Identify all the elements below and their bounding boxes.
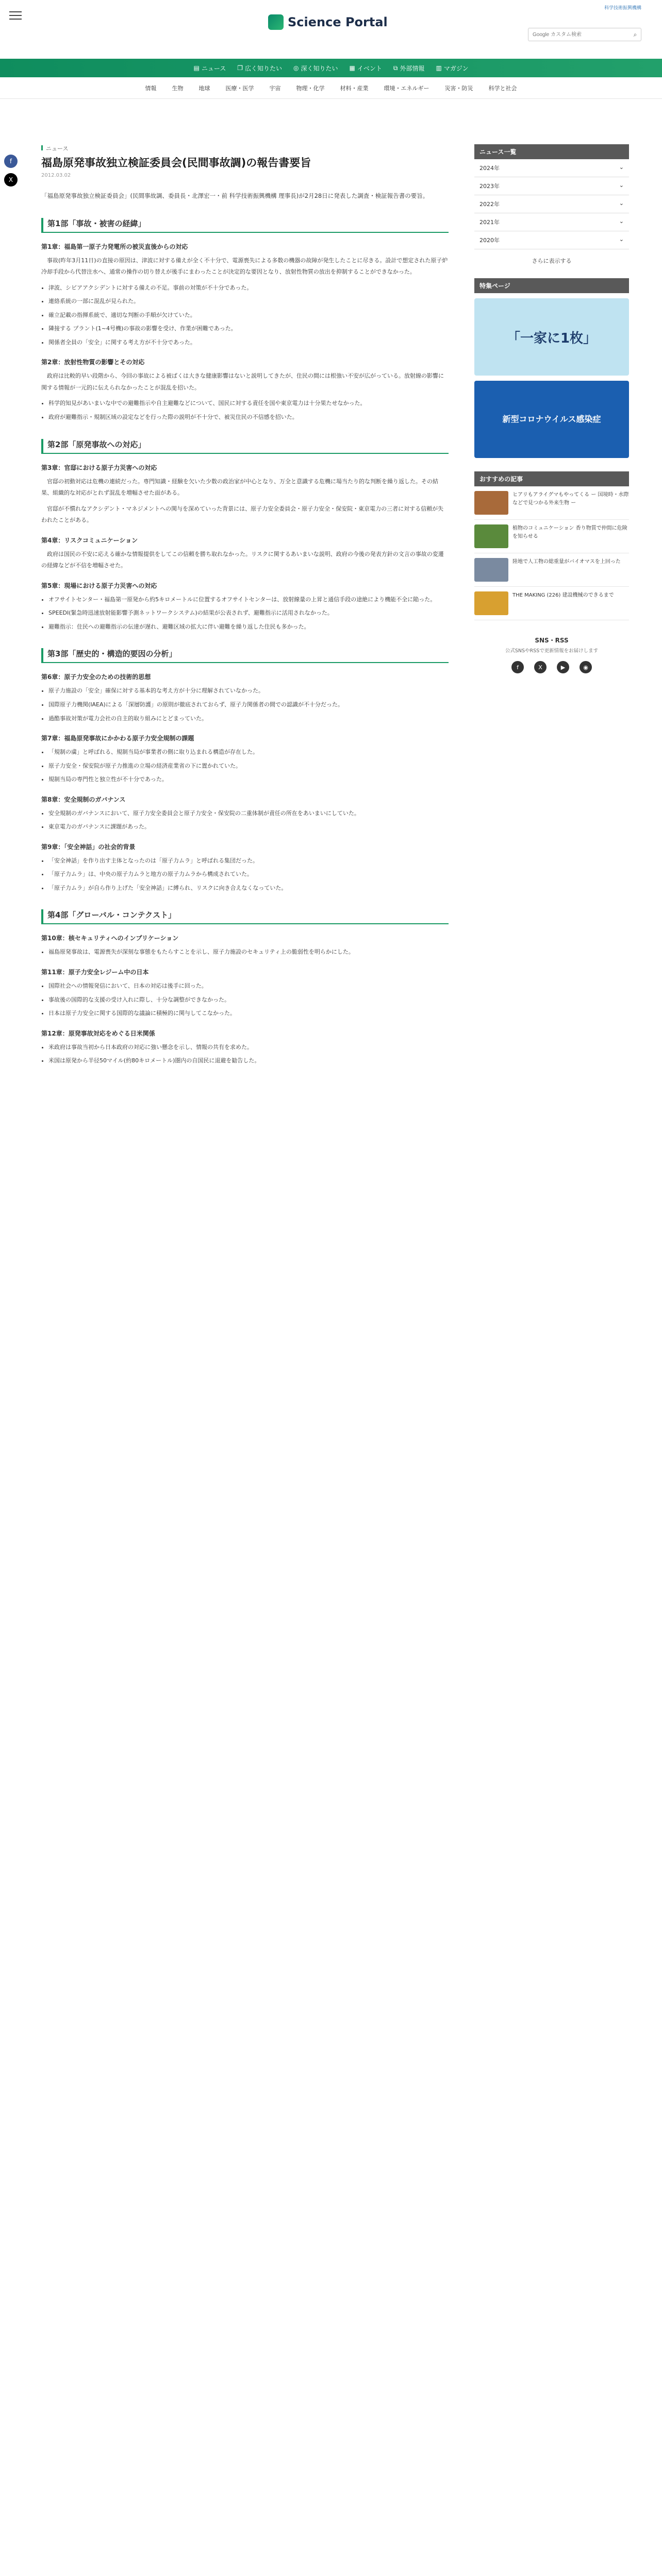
bullet-item: • 米国は原発から半径50マイル(約80キロメートル)圏内の自国民に退避を勧告した。	[48, 1055, 449, 1067]
chapter-heading: 第5章：現場における原子力災害への対応	[41, 582, 157, 589]
news-icon: ▤	[193, 64, 200, 72]
poster-banner[interactable]: 「一家に1枚」	[474, 298, 629, 376]
chapter-heading: 第6章：原子力安全のための技術的思想	[41, 673, 151, 681]
green-nav-event[interactable]: ▦ イベント	[349, 64, 382, 72]
calendar-icon: ▦	[349, 64, 355, 72]
bullet-item: • 津波、シビアアクシデントに対する備えの不足。事前の対策が不十分であった。	[48, 282, 449, 294]
bullet-item: • 関係者全員の「安全」に関する考え方が不十分であった。	[48, 337, 449, 349]
recommend-item[interactable]: 陸地で人工物の総重量がバイオマスを上回った	[474, 553, 629, 587]
chapter-heading: 第11章：原子力安全レジーム中の日本	[41, 969, 149, 976]
chapter-heading: 第4章：リスクコミュニケーション	[41, 536, 138, 544]
article-category: ニュース	[41, 144, 449, 152]
bullet-item: • 過酷事故対策が電力会社の自主的取り組みにとどまっていた。	[48, 713, 449, 725]
green-nav	[0, 59, 662, 77]
bullet-item: • 国際社会への情報発信において、日本の対応は後手に回った。	[48, 980, 449, 992]
magazine-icon: ▥	[436, 64, 442, 72]
thumbnail	[474, 591, 508, 615]
search-box	[528, 28, 641, 41]
year-item[interactable]: 2023年 ⌄	[474, 177, 629, 195]
bullet-item: • 確立記載の指揮系統で、適切な判断の手順が欠けていた。	[48, 310, 449, 321]
chevron-down-icon: ⌄	[619, 218, 624, 225]
rss-icon[interactable]: ◉	[580, 661, 592, 673]
green-nav-wide[interactable]: ❐ 広く知りたい	[237, 64, 283, 72]
article-body	[41, 218, 449, 1067]
magnifier-icon: ◎	[293, 64, 299, 72]
green-nav-magazine[interactable]: ▥ マガジン	[436, 64, 469, 72]
bullet-item: • 安全規制のガバナンスにおいて、原子力安全委員会と原子力安全・保安院の二重体制が責任の所在をあいまいにしていた。	[48, 808, 449, 820]
feature-heading: 特集ページ	[474, 278, 629, 293]
article-lead: 「福島原発事故独立検証委員会」(民間事故調、委員長・北澤宏一・前 科学技術振興機構 理事長)が2月28日に発表した調査・検証報告書の要旨。	[41, 192, 429, 200]
bullet-list	[41, 398, 449, 423]
bullet-item: • 隣接する プラント(1~4号機)の事故の影響を受け、作業が困難であった。	[48, 323, 449, 335]
logo-text: Science Portal	[288, 15, 388, 29]
bullet-item: • 国際原子力機関(IAEA)による「深層防護」の原則が徹底されておらず、原子力関係者の間での認識が不十分だった。	[48, 699, 449, 711]
share-buttons	[4, 155, 20, 192]
bullet-item: • 政府が避難指示・規制区域の設定などを行った際の説明が不十分で、被災住民の不信感を招いた。	[48, 412, 449, 423]
chevron-down-icon: ⌄	[619, 164, 624, 171]
chapter-heading: 第2章：放射性物質の影響とその対応	[41, 359, 145, 366]
search-input[interactable]	[528, 29, 630, 40]
thumbnail	[474, 558, 508, 582]
nav-item[interactable]: 災害・防災	[444, 84, 473, 92]
green-nav-news[interactable]: ▤ ニュース	[193, 64, 226, 72]
recommend-item[interactable]: ヒアリもアライグマもやってくる ー 国境時・水際などで見つかる外来生物 ー	[474, 486, 629, 520]
chevron-down-icon: ⌄	[619, 236, 624, 243]
nav-item[interactable]: 情報	[145, 84, 157, 92]
link-icon: ⧉	[393, 64, 398, 72]
article-title: 福島原発事故独立検証委員会(民間事故調)の報告書要旨	[41, 157, 311, 169]
nav-item[interactable]: 科学と社会	[488, 84, 517, 92]
facebook-share-icon[interactable]: f	[4, 155, 18, 168]
search-icon[interactable]: ⌕	[633, 30, 637, 38]
chapter-heading: 第8章：安全規制のガバナンス	[41, 795, 126, 803]
bullet-list	[41, 1042, 449, 1067]
bullet-list	[41, 747, 449, 786]
bullet-list	[41, 946, 449, 958]
green-nav-deep[interactable]: ◎ 深く知りたい	[293, 64, 338, 72]
x-share-icon[interactable]: X	[4, 173, 18, 187]
bullet-list	[41, 282, 449, 349]
bullet-item: • 事故後の国際的な支援の受け入れに際し、十分な調整ができなかった。	[48, 994, 449, 1006]
site-logo[interactable]	[268, 14, 388, 30]
bullet-item: • 避難指示：住民への避難指示の伝達が遅れ、避難区域の拡大に伴い避難を繰り返した住民も多かった。	[48, 621, 449, 633]
bullet-item: • 「規制の虜」と呼ばれる、規制当局が事業者の側に取り込まれる構造が存在した。	[48, 747, 449, 758]
category-nav	[0, 77, 662, 99]
paragraph: 官邸が不慣れなアクシデント・マネジメントへの関与を深めていった背景には、原子力安全委員会・原子力安全・保安院・東京電力の三者に対する信頼が失われたことがある。	[41, 505, 444, 524]
chapter-heading: 第7章：福島原発事故にかかわる原子力安全規制の課題	[41, 735, 194, 742]
bullet-list	[41, 980, 449, 1020]
chapter-heading: 第1章：福島第一原子力発電所の被災直後からの対応	[41, 243, 188, 250]
sns-subtitle: 公式SNSやRSSで更新情報をお届けします	[505, 648, 599, 654]
nav-item[interactable]: 生物	[172, 84, 184, 92]
bullet-item: • SPEEDI(緊急時迅速放射能影響予測ネットワークシステム)の結果が公表されず、避難指示に活用されなかった。	[48, 607, 449, 619]
bullet-item: • 「安全神話」を作り出す主体となったのは「原子力ムラ」と呼ばれる集団だった。	[48, 855, 449, 867]
article	[41, 144, 449, 1069]
sns-icons	[474, 661, 629, 673]
year-item[interactable]: 2022年 ⌄	[474, 195, 629, 213]
bullet-list	[41, 808, 449, 833]
nav-item[interactable]: 宇宙	[269, 84, 281, 92]
youtube-icon[interactable]: ▶	[557, 661, 569, 673]
bullet-item: • 東京電力のガバナンスに課題があった。	[48, 821, 449, 833]
nav-item[interactable]: 材料・産業	[340, 84, 369, 92]
chevron-down-icon: ⌄	[619, 200, 624, 207]
paragraph: 事故(昨年3月11日)の直接の原因は、津波に対する備えが全く不十分で、電源喪失による多数の機器の故障が発生したことに尽きる。設計で想定された原子炉冷却手段から代替注水へ、通常の操作の切り替えが後手にまわったことが決定的な要因となり、放射性物質の放出を抑制することができなかった。	[41, 257, 448, 276]
sns-heading: SNS・RSS	[535, 637, 569, 644]
nav-item[interactable]: 環境・エネルギー	[384, 84, 429, 92]
bullet-list	[41, 594, 449, 633]
recommend-heading: おすすめの記事	[474, 471, 629, 486]
thumbnail	[474, 491, 508, 515]
year-item[interactable]: 2021年 ⌄	[474, 213, 629, 231]
covid-banner[interactable]: 新型コロナウイルス感染症	[474, 381, 629, 458]
news-list-heading: ニュース一覧	[474, 144, 629, 159]
nav-item[interactable]: 医療・医学	[225, 84, 254, 92]
nav-item[interactable]: 地球	[198, 84, 210, 92]
bullet-list	[41, 685, 449, 724]
facebook-icon[interactable]: f	[511, 661, 524, 673]
bullet-item: • 福島原発事故は、電源喪失が深刻な事態をもたらすことを示し、原子力施設のセキュリティ上の脆弱性を明らかにした。	[48, 946, 449, 958]
paragraph: 政府は比較的早い段階から、今回の事故による被ばくは大きな健康影響はないと説明してきたが、住民の間には根強い不安が広がっている。放射線の影響に関する情報が一元的に伝えられなかったことが混乱を招いた。	[41, 372, 444, 391]
bullet-item: • 米政府は事故当初から日本政府の対応に強い懸念を示し、情報の共有を求めた。	[48, 1042, 449, 1054]
year-item[interactable]: 2020年 ⌄	[474, 231, 629, 249]
chevron-down-icon: ⌄	[619, 182, 624, 189]
part-heading: 第1部「事故・被害の経緯」	[41, 218, 449, 233]
logo-mark-icon	[268, 14, 284, 30]
bullet-item: • 「原子力ムラ」は、中央の原子力ムラと地方の原子力ムラから構成されていた。	[48, 869, 449, 880]
book-icon: ❐	[237, 64, 243, 72]
part-heading: 第3部「歴史的・構造的要因の分析」	[41, 648, 449, 663]
bullet-item: • 日本は原子力安全に関する国際的な議論に積極的に関与してこなかった。	[48, 1008, 449, 1020]
paragraph: 官邸の初動対応は危機の連続だった。専門知識・経験を欠いた少数の政治家が中心となり、万全と意識する危機に場当たり的な判断を繰り返した。その結果、組織的な対応がとれず混乱を増幅させた面がある。	[41, 478, 438, 497]
bullet-item: • 科学的知見があいまいな中での避難指示や自主避難などについて、国民に対する責任を国や東京電力は十分果たせなかった。	[48, 398, 449, 410]
recommend-item[interactable]: THE MAKING (226) 建設機械のできるまで	[474, 587, 629, 620]
top-header	[0, 0, 662, 62]
bullet-item: • 原子力安全・保安院が原子力推進の立場の経済産業省の下に置かれていた。	[48, 760, 449, 772]
bullet-item: • 連絡系統の一部に混乱が見られた。	[48, 296, 449, 308]
chapter-heading: 第10章：核セキュリティへのインプリケーション	[41, 935, 179, 942]
article-date: 2012.03.02	[41, 173, 71, 179]
part-heading: 第4部「グローバル・コンテクスト」	[41, 909, 449, 924]
bullet-list	[41, 855, 449, 894]
bullet-item: • 規制当局の専門性と独立性が不十分であった。	[48, 774, 449, 786]
thumbnail	[474, 524, 508, 548]
jst-link[interactable]: 科学技術振興機構	[604, 6, 641, 11]
paragraph: 政府は国民の不安に応える確かな情報提供をしてこの信頼を勝ち取れなかった。リスクに関するあいまいな説明、政府の今後の発表方針の文言の事故の変遷の経緯などが不信を増幅させた。	[41, 550, 444, 569]
recommend-item[interactable]: 植物のコミュニケーション 香り物質で仲間に危険を知らせる	[474, 520, 629, 553]
bullet-item: • 「原子力ムラ」が自ら作り上げた「安全神話」に縛られ、リスクに向き合えなくなっていた。	[48, 883, 449, 894]
more-button[interactable]: さらに表示する	[532, 258, 572, 264]
chapter-heading: 第9章：「安全神話」の社会的背景	[41, 843, 136, 851]
green-nav-external[interactable]: ⧉ 外部情報	[393, 64, 425, 72]
menu-icon[interactable]	[9, 11, 22, 20]
chapter-heading: 第3章：官邸における原子力災害への対応	[41, 464, 157, 471]
x-icon[interactable]: X	[534, 661, 547, 673]
chapter-heading: 第12章：原発事故対応をめぐる日米関係	[41, 1029, 155, 1037]
bullet-item: • オフサイトセンター・福島第一原発から約5キロメートルに位置するオフサイトセンターは、放射線量の上昇と通信手段の途絶により機能不全に陥った。	[48, 594, 449, 606]
nav-item[interactable]: 物理・化学	[296, 84, 325, 92]
bullet-item: • 原子力施設の「安全」確保に対する基本的な考え方が十分に理解されていなかった。	[48, 685, 449, 697]
part-heading: 第2部「原発事故への対応」	[41, 439, 449, 454]
sidebar	[474, 144, 629, 673]
year-item[interactable]: 2024年 ⌄	[474, 159, 629, 177]
